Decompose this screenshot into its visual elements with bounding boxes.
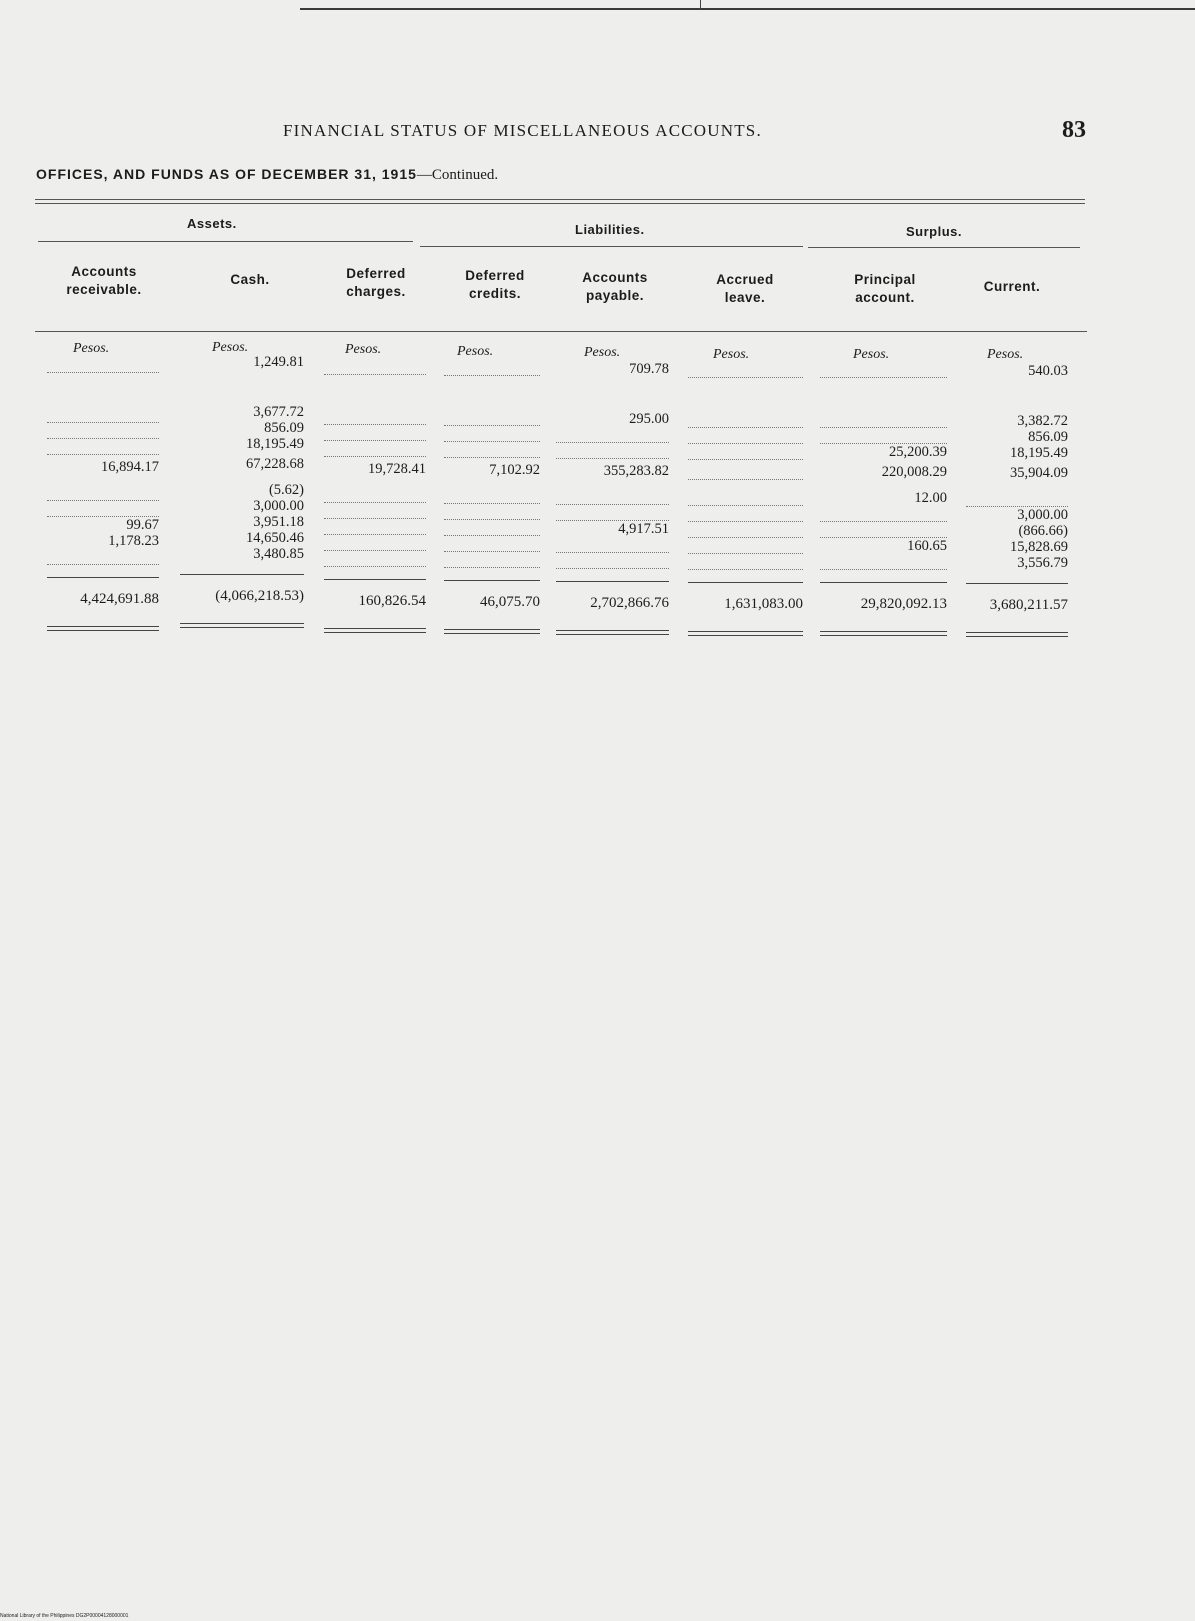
footer-credit: National Library of the Philippines DG2P00004128000001 xyxy=(0,1613,129,1619)
header-line: Accrued xyxy=(716,272,774,287)
table-cell: 3,000.00 xyxy=(1017,507,1068,523)
double-total-rule xyxy=(444,633,540,634)
header-line: Accounts xyxy=(582,270,648,285)
header-line: Accounts xyxy=(71,264,137,279)
leader-dots xyxy=(444,503,540,504)
table-cell: 3,382.72 xyxy=(1017,413,1068,429)
table-cell: 15,828.69 xyxy=(1010,539,1068,555)
leader-dots xyxy=(444,551,540,552)
leader-dots xyxy=(688,443,803,444)
subtotal-rule xyxy=(47,577,159,578)
table-title-suffix: —Continued. xyxy=(416,167,499,183)
page-number: 83 xyxy=(1062,117,1086,143)
table-cell: 7,102.92 xyxy=(489,462,540,478)
column-deferred-credits xyxy=(444,0,540,660)
table-cell: 3,480.85 xyxy=(253,546,304,562)
header-line: Cash. xyxy=(230,272,270,287)
leader-dots xyxy=(688,537,803,538)
column-accounts-receivable xyxy=(47,0,159,660)
leader-dots xyxy=(688,459,803,460)
table-cell: 19,728.41 xyxy=(368,461,426,477)
table-cell: 355,283.82 xyxy=(603,463,669,479)
table-cell: 1,178.23 xyxy=(108,533,159,549)
double-total-rule xyxy=(688,635,803,636)
subtotal-rule xyxy=(324,579,426,580)
double-total-rule xyxy=(820,635,947,636)
column-total: 46,075.70 xyxy=(480,594,540,610)
leader-dots xyxy=(444,375,540,376)
unit-label: Pesos. xyxy=(457,344,494,359)
double-total-rule xyxy=(556,634,669,635)
table-cell: 99.67 xyxy=(126,517,159,533)
leader-dots xyxy=(688,553,803,554)
leader-dots xyxy=(820,427,947,428)
unit-label: Pesos. xyxy=(345,342,382,357)
leader-dots xyxy=(688,521,803,522)
group-assets: Assets. xyxy=(187,216,237,231)
leader-dots xyxy=(47,500,159,501)
leader-dots xyxy=(324,566,426,567)
unit-label: Pesos. xyxy=(212,340,249,355)
table-cell: 14,650.46 xyxy=(246,530,304,546)
double-total-rule xyxy=(47,630,159,631)
double-total-rule xyxy=(966,636,1068,637)
leader-dots xyxy=(688,479,803,480)
leader-dots xyxy=(820,377,947,378)
header-line: charges. xyxy=(346,284,406,299)
leader-dots xyxy=(688,505,803,506)
header-line: Deferred xyxy=(465,268,525,283)
subtotal-rule xyxy=(180,574,304,575)
leader-dots xyxy=(324,440,426,441)
subtotal-rule xyxy=(688,582,803,583)
leader-dots xyxy=(688,569,803,570)
leader-dots xyxy=(444,441,540,442)
leader-dots xyxy=(47,438,159,439)
column-deferred-charges xyxy=(324,0,426,660)
group-liabilities: Liabilities. xyxy=(575,222,645,237)
subtotal-rule xyxy=(444,580,540,581)
table-cell: (866.66) xyxy=(1018,523,1068,539)
header-line: credits. xyxy=(468,286,522,301)
table-cell: 16,894.17 xyxy=(101,459,159,475)
unit-label: Pesos. xyxy=(73,341,110,356)
table-cell: 35,904.09 xyxy=(1010,465,1068,481)
leader-dots xyxy=(324,550,426,551)
unit-label: Pesos. xyxy=(853,347,890,362)
leader-dots xyxy=(444,535,540,536)
table-cell: 3,556.79 xyxy=(1017,555,1068,571)
header-line: receivable. xyxy=(66,282,142,297)
leader-dots xyxy=(47,454,159,455)
leader-dots xyxy=(556,568,669,569)
double-total-rule xyxy=(966,632,1068,633)
leader-dots xyxy=(556,458,669,459)
table-cell: 3,000.00 xyxy=(253,498,304,514)
table-cell: 1,249.81 xyxy=(253,354,304,370)
table-cell: 220,008.29 xyxy=(881,464,947,480)
column-accrued-leave xyxy=(688,0,803,660)
double-total-rule xyxy=(180,627,304,628)
table-title-text: OFFICES, AND FUNDS AS OF DECEMBER 31, 1915 xyxy=(36,166,417,182)
table-cell: (5.62) xyxy=(268,482,304,498)
double-total-rule xyxy=(180,623,304,624)
unit-label: Pesos. xyxy=(584,345,621,360)
column-total: 1,631,083.00 xyxy=(724,596,803,612)
leader-dots xyxy=(688,427,803,428)
leader-dots xyxy=(324,534,426,535)
double-total-rule xyxy=(47,626,159,627)
unit-label: Pesos. xyxy=(713,347,750,362)
double-total-rule xyxy=(820,631,947,632)
table-cell: 12.00 xyxy=(914,490,947,506)
leader-dots xyxy=(556,504,669,505)
table-cell: 4,917.51 xyxy=(618,521,669,537)
double-total-rule xyxy=(444,629,540,630)
leader-dots xyxy=(556,442,669,443)
leader-dots xyxy=(324,502,426,503)
double-total-rule xyxy=(324,628,426,629)
double-total-rule xyxy=(688,631,803,632)
double-total-rule xyxy=(324,632,426,633)
table-cell: 25,200.39 xyxy=(889,444,947,460)
leader-dots xyxy=(324,424,426,425)
group-surplus: Surplus. xyxy=(906,224,963,239)
header-line: Current. xyxy=(983,279,1041,294)
leader-dots xyxy=(556,552,669,553)
leader-dots xyxy=(444,457,540,458)
leader-dots xyxy=(324,456,426,457)
table-cell: 295.00 xyxy=(629,411,669,427)
subtotal-rule xyxy=(966,583,1068,584)
column-total: (4,066,218.53) xyxy=(215,588,304,604)
leader-dots xyxy=(820,521,947,522)
table-cell: 3,677.72 xyxy=(253,404,304,420)
column-total: 29,820,092.13 xyxy=(860,596,947,612)
leader-dots xyxy=(688,377,803,378)
running-title: FINANCIAL STATUS OF MISCELLANEOUS ACCOUNTS. xyxy=(283,121,762,140)
header-line: Deferred xyxy=(346,266,406,281)
unit-label: Pesos. xyxy=(987,347,1024,362)
column-accounts-payable xyxy=(556,0,669,660)
double-total-rule xyxy=(556,630,669,631)
table-cell: 856.09 xyxy=(264,420,304,436)
header-line: account. xyxy=(855,290,915,305)
table-cell: 3,951.18 xyxy=(253,514,304,530)
table-cell: 18,195.49 xyxy=(246,436,304,452)
subtotal-rule xyxy=(820,582,947,583)
leader-dots xyxy=(820,569,947,570)
column-principal-account xyxy=(820,0,947,660)
column-total: 160,826.54 xyxy=(358,593,426,609)
column-total: 3,680,211.57 xyxy=(989,597,1068,613)
column-total: 2,702,866.76 xyxy=(590,595,669,611)
table-cell: 18,195.49 xyxy=(1010,445,1068,461)
column-cash xyxy=(180,0,304,660)
table-cell: 67,228.68 xyxy=(246,456,304,472)
leader-dots xyxy=(444,519,540,520)
leader-dots xyxy=(47,372,159,373)
header-line: payable. xyxy=(585,288,645,303)
leader-dots xyxy=(444,567,540,568)
table-cell: 709.78 xyxy=(629,361,669,377)
leader-dots xyxy=(47,422,159,423)
header-line: Principal xyxy=(854,272,916,287)
leader-dots xyxy=(324,374,426,375)
header-line: leave. xyxy=(724,290,766,305)
leader-dots xyxy=(444,425,540,426)
column-current xyxy=(966,0,1068,660)
table-cell: 540.03 xyxy=(1028,363,1068,379)
column-total: 4,424,691.88 xyxy=(80,591,159,607)
subtotal-rule xyxy=(556,581,669,582)
leader-dots xyxy=(324,518,426,519)
table-cell: 160.65 xyxy=(907,538,947,554)
leader-dots xyxy=(47,564,159,565)
table-cell: 856.09 xyxy=(1028,429,1068,445)
